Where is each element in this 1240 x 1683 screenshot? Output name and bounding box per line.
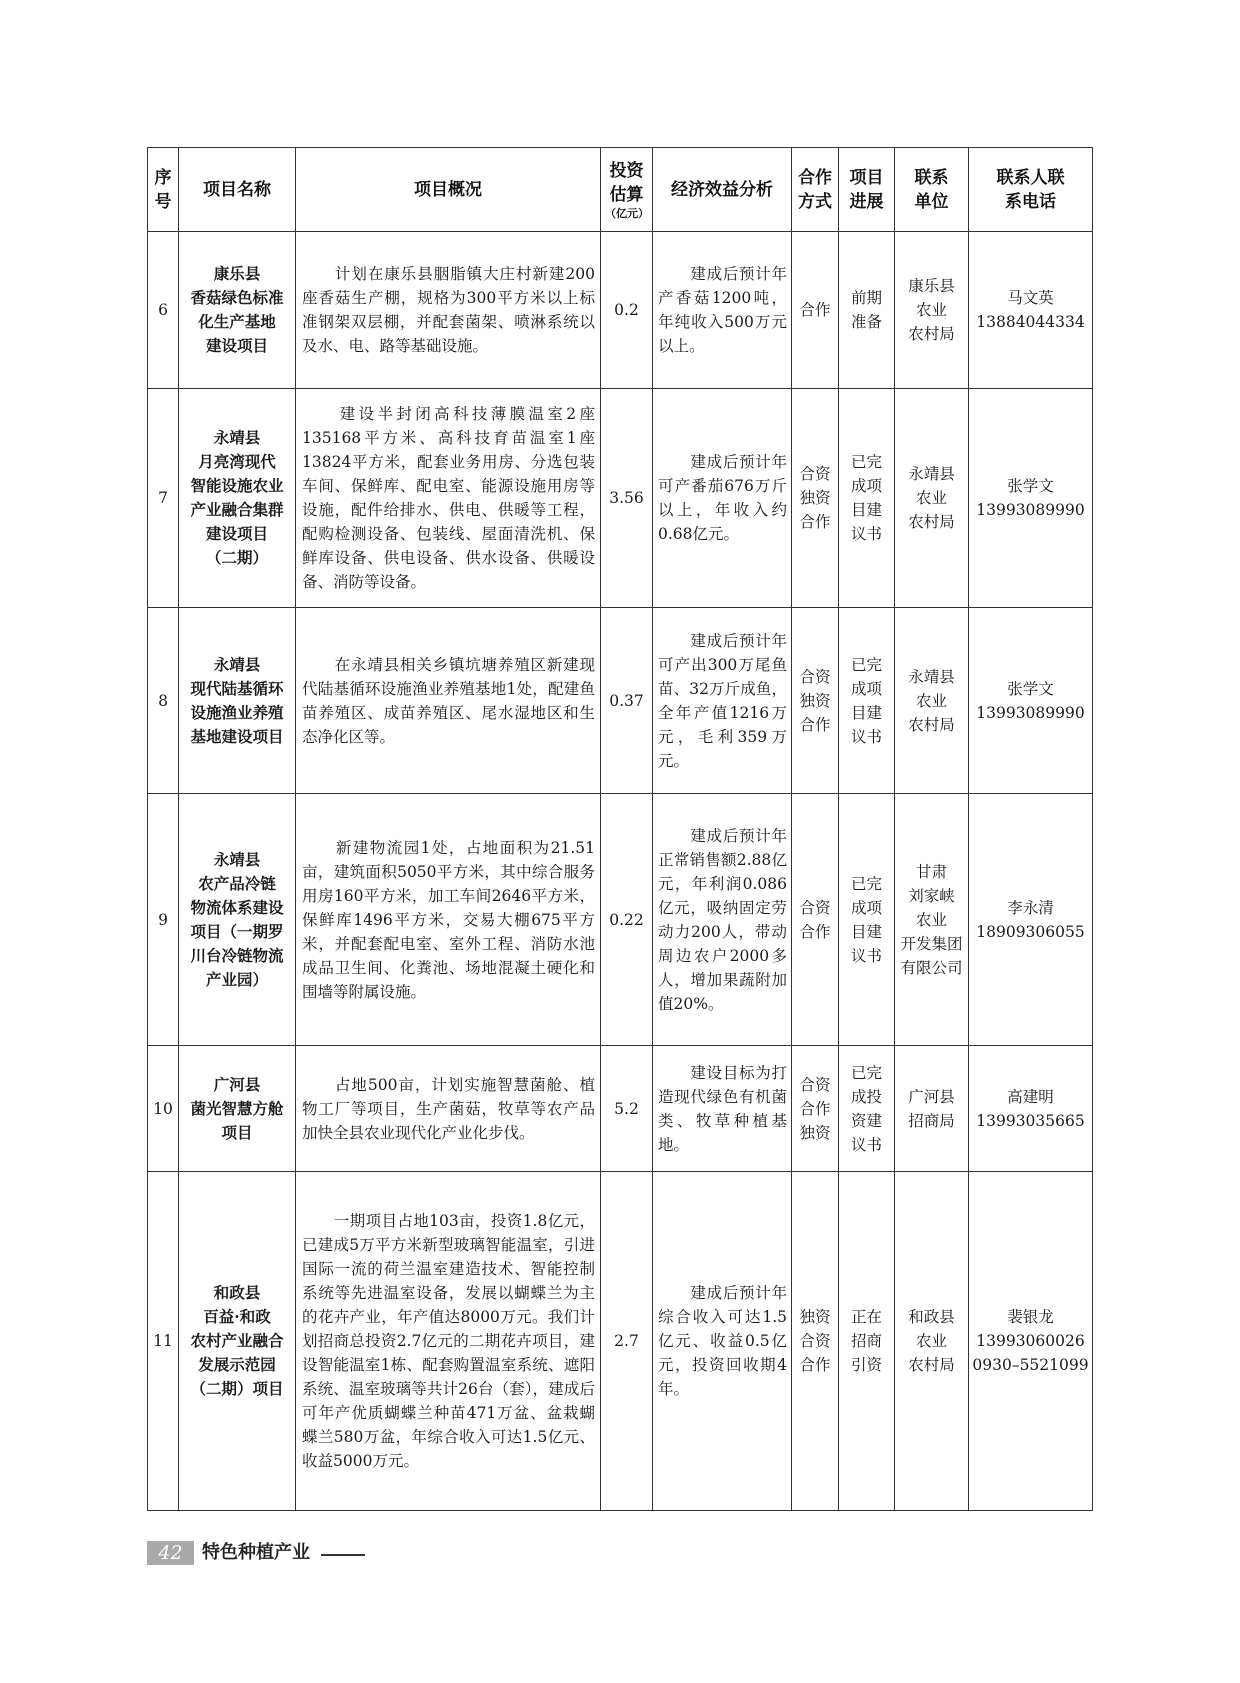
contact-line: 13993089990 xyxy=(976,703,1085,722)
project-name-line: 和政县 xyxy=(213,1283,261,1302)
contact-line: 李永清 xyxy=(1007,898,1054,917)
cell-invest xyxy=(601,1172,653,1511)
cell-contact-unit xyxy=(895,794,969,1046)
benefit-text: 建成后预计年正常销售额2.88亿元，年利润0.086亿元，吸纳固定劳动力200人，带动周边农户2000多人，增加果蔬附加值20%。 xyxy=(658,826,787,1013)
cell-contact-unit xyxy=(895,608,969,794)
benefit-text: 建设目标为打造现代绿色有机菌类、牧草种植基地。 xyxy=(658,1063,787,1154)
project-name-line: 项目 xyxy=(221,1122,253,1142)
unit-line: 农村局 xyxy=(908,325,955,343)
cell-invest xyxy=(601,1046,653,1172)
project-name-line: （二期） xyxy=(205,548,268,567)
cell-invest xyxy=(601,608,653,794)
table-row xyxy=(148,608,1093,794)
cell-cooperation-mode xyxy=(792,389,839,608)
table-row xyxy=(148,1046,1093,1172)
progress-line: 目建 xyxy=(850,703,882,722)
project-name-line: 菌光智慧方舱 xyxy=(190,1098,284,1118)
invest-value: 5.2 xyxy=(614,1099,639,1118)
cell-project-name xyxy=(179,608,296,794)
section-title: 特色种植产业 xyxy=(202,1542,310,1563)
header-progress: 项目进展 xyxy=(839,148,895,232)
table-row xyxy=(148,794,1093,1046)
unit-line: 农村局 xyxy=(908,1356,955,1374)
contact-line: 马文英 xyxy=(1007,289,1054,307)
section-title-dash xyxy=(321,1554,365,1556)
cell-benefit xyxy=(653,608,792,794)
project-name-line: 广河县 xyxy=(213,1074,261,1094)
project-name-line: （二期）项目 xyxy=(190,1379,284,1398)
mode-line: 独资 xyxy=(799,691,831,710)
project-name-line: 永靖县 xyxy=(213,654,261,674)
contact-line: 13993035665 xyxy=(976,1111,1085,1130)
unit-line: 刘家峡 xyxy=(908,886,955,905)
cell-seq xyxy=(148,794,179,1046)
seq-text: 6 xyxy=(158,301,168,319)
table-row xyxy=(148,232,1093,389)
project-name-line: 香菇绿色标准 xyxy=(190,288,284,307)
project-name-line: 物流体系建设 xyxy=(190,897,284,917)
project-name-line: 康乐县 xyxy=(213,264,261,283)
progress-line: 已完 xyxy=(850,655,882,674)
cell-cooperation-mode xyxy=(792,1172,839,1511)
mode-line: 合作 xyxy=(799,1099,831,1118)
overview-text: 占地500亩，计划实施智慧菌舱、植物工厂等项目，生产菌菇，牧草等农产品加快全县农业现代化产业化步伐。 xyxy=(302,1075,595,1142)
cell-project-name xyxy=(179,389,296,608)
seq-text: 9 xyxy=(158,910,168,929)
cell-contact xyxy=(969,1046,1093,1172)
cell-contact-unit xyxy=(895,389,969,608)
progress-line: 已完 xyxy=(850,874,882,893)
cell-overview xyxy=(296,1172,601,1511)
cell-contact xyxy=(969,389,1093,608)
benefit-text: 建成后预计年产香菇1200吨，年纯收入500万元以上。 xyxy=(658,265,787,355)
mode-line: 合资 xyxy=(799,898,831,917)
invest-value: 2.7 xyxy=(614,1332,639,1350)
cell-project-name xyxy=(179,232,296,389)
benefit-text: 建成后预计年可产番茄676万斤以上，年收入约0.68亿元。 xyxy=(658,453,787,543)
progress-line: 准备 xyxy=(850,313,882,331)
unit-line: 开发集团 xyxy=(900,934,963,953)
unit-line: 农业 xyxy=(915,910,947,929)
mode-line: 合资 xyxy=(799,465,831,483)
project-name-line: 智能设施农业 xyxy=(190,476,284,495)
contact-line: 13993089990 xyxy=(976,501,1085,519)
unit-line: 和政县 xyxy=(908,1308,955,1326)
table-row xyxy=(148,1172,1093,1511)
header-benefit: 经济效益分析 xyxy=(653,148,792,232)
cell-cooperation-mode xyxy=(792,1046,839,1172)
cell-invest xyxy=(601,232,653,389)
header-name: 项目名称 xyxy=(179,148,296,232)
cell-overview xyxy=(296,232,601,389)
unit-line: 有限公司 xyxy=(900,958,963,977)
cell-cooperation-mode xyxy=(792,608,839,794)
mode-line: 合作 xyxy=(799,513,831,531)
progress-line: 资建 xyxy=(850,1111,882,1130)
cell-seq xyxy=(148,1172,179,1511)
progress-line: 成项 xyxy=(850,477,882,495)
cell-project-name xyxy=(179,794,296,1046)
mode-line: 独资 xyxy=(799,1308,831,1326)
cell-benefit xyxy=(653,794,792,1046)
mode-line: 合资 xyxy=(799,667,831,686)
progress-line: 议书 xyxy=(850,525,882,543)
cell-invest xyxy=(601,389,653,608)
cell-seq xyxy=(148,232,179,389)
cell-project-name xyxy=(179,1172,296,1511)
header-invest-unit: （亿元） xyxy=(605,206,649,220)
unit-line: 农业 xyxy=(915,1332,947,1350)
progress-line: 议书 xyxy=(850,727,882,746)
header-seq: 序号 xyxy=(148,148,179,232)
cell-benefit xyxy=(653,232,792,389)
mode-line: 合作 xyxy=(799,301,831,319)
mode-line: 独资 xyxy=(799,489,831,507)
cell-overview xyxy=(296,389,601,608)
cell-contact-unit xyxy=(895,1172,969,1511)
overview-text: 一期项目占地103亩，投资1.8亿元，已建成5万平方米新型玻璃智能温室，引进国际一流的荷兰温室建造技术、智能控制系统等先进温室设备，发展以蝴蝶兰为主的花卉产业，年产值达8000万元。我们计划招商总投资2.7亿元的二期花卉项目，建设智能温室1栋、配套购置温室系统、遮阳系统、温室玻璃等共计26台（套），建成后可年产优质蝴蝶兰种苗471万盆、盆栽蝴蝶兰580万盆，年综合收入可达1.5亿元、收益5000万元。 xyxy=(302,1212,595,1470)
contact-line: 13993060026 xyxy=(976,1332,1085,1350)
cell-contact-unit xyxy=(895,1046,969,1172)
unit-line: 农业 xyxy=(915,489,947,507)
progress-line: 目建 xyxy=(850,922,882,941)
seq-text: 10 xyxy=(153,1099,173,1118)
cell-benefit xyxy=(653,1172,792,1511)
mode-line: 独资 xyxy=(799,1123,831,1142)
cell-contact-unit xyxy=(895,232,969,389)
header-unit: 联系单位 xyxy=(895,148,969,232)
table-header-row xyxy=(148,148,1093,232)
cell-benefit xyxy=(653,1046,792,1172)
unit-line: 康乐县 xyxy=(908,277,955,295)
cell-contact xyxy=(969,232,1093,389)
cell-seq xyxy=(148,389,179,608)
cell-seq xyxy=(148,1046,179,1172)
cell-progress xyxy=(839,608,895,794)
cell-progress xyxy=(839,1046,895,1172)
contact-line: 张学文 xyxy=(1007,679,1054,698)
progress-line: 议书 xyxy=(850,1135,882,1154)
contact-line: 张学文 xyxy=(1007,477,1054,495)
header-invest: 投资估算 （亿元） xyxy=(601,148,653,232)
overview-text: 计划在康乐县胭脂镇大庄村新建200座香菇生产棚，规格为300平方米以上标准钢架双层棚，并配套菌架、喷淋系统以及水、电、路等基础设施。 xyxy=(302,265,595,355)
cell-seq xyxy=(148,608,179,794)
contact-line: 高建明 xyxy=(1007,1087,1054,1106)
project-name-line: 月亮湾现代 xyxy=(198,452,276,471)
invest-value: 0.22 xyxy=(609,910,644,929)
header-mode: 合作方式 xyxy=(792,148,839,232)
unit-line: 永靖县 xyxy=(908,465,955,483)
progress-line: 成投 xyxy=(850,1087,882,1106)
overview-text: 建设半封闭高科技薄膜温室2座135168平方米、高科技育苗温室1座13824平方米，配套业务用房、分选包装车间、保鲜库、配电室、能源设施用房等设施，配件给排水、供电、供暖等工程，配购检测设备、包装线、屋面清洗机、保鲜库设备、供电设备、供水设备、供暖设备、消防等设备。 xyxy=(302,405,595,591)
invest-value: 0.2 xyxy=(614,301,639,319)
overview-text: 在永靖县相关乡镇坑塘养殖区新建现代陆基循环设施渔业养殖基地1处，配建鱼苗养殖区、成苗养殖区、尾水湿地区和生态净化区等。 xyxy=(302,655,595,746)
page-number: 42 xyxy=(147,1541,194,1565)
mode-line: 合资 xyxy=(799,1075,831,1094)
header-overview: 项目概况 xyxy=(296,148,601,232)
cell-contact xyxy=(969,794,1093,1046)
progress-line: 目建 xyxy=(850,501,882,519)
project-name-line: 基地建设项目 xyxy=(190,726,284,746)
unit-line: 甘肃 xyxy=(915,862,947,881)
mode-line: 合作 xyxy=(799,922,831,941)
cell-progress xyxy=(839,232,895,389)
project-name-line: 发展示范园 xyxy=(198,1355,276,1374)
cell-progress xyxy=(839,389,895,608)
unit-line: 农村局 xyxy=(908,715,955,734)
project-name-line: 产业园） xyxy=(205,969,268,989)
seq-text: 8 xyxy=(158,691,168,710)
mode-line: 合作 xyxy=(799,715,831,734)
unit-line: 招商局 xyxy=(908,1111,955,1130)
progress-line: 引资 xyxy=(850,1356,882,1374)
invest-value: 3.56 xyxy=(609,489,644,507)
cell-progress xyxy=(839,794,895,1046)
cell-contact xyxy=(969,608,1093,794)
progress-line: 已完 xyxy=(850,453,882,471)
project-name-line: 化生产基地 xyxy=(198,312,276,331)
mode-line: 合作 xyxy=(799,1356,831,1374)
contact-line: 18909306055 xyxy=(976,922,1085,941)
unit-line: 农业 xyxy=(915,691,947,710)
project-name-line: 项目（一期罗 xyxy=(190,921,284,941)
progress-line: 招商 xyxy=(850,1332,882,1350)
cell-cooperation-mode xyxy=(792,794,839,1046)
project-name-line: 百益·和政 xyxy=(203,1307,271,1326)
seq-text: 11 xyxy=(153,1332,173,1350)
seq-text: 7 xyxy=(158,489,168,507)
unit-line: 永靖县 xyxy=(908,667,955,686)
project-name-line: 设施渔业养殖 xyxy=(190,702,284,722)
cell-project-name xyxy=(179,1046,296,1172)
cell-contact xyxy=(969,1172,1093,1511)
progress-line: 成项 xyxy=(850,898,882,917)
cell-progress xyxy=(839,1172,895,1511)
contact-line: 裴银龙 xyxy=(1007,1308,1054,1326)
project-table xyxy=(147,147,1093,1511)
cell-overview xyxy=(296,608,601,794)
project-name-line: 永靖县 xyxy=(213,428,261,447)
unit-line: 农业 xyxy=(915,301,947,319)
contact-line: 0930–5521099 xyxy=(972,1356,1089,1374)
cell-overview xyxy=(296,1046,601,1172)
progress-line: 成项 xyxy=(850,679,882,698)
benefit-text: 建成后预计年综合收入可达1.5亿元、收益0.5亿元，投资回收期4年。 xyxy=(658,1284,787,1398)
project-name-line: 川台冷链物流 xyxy=(190,945,284,965)
project-name-line: 永靖县 xyxy=(213,849,261,869)
benefit-text: 建成后预计年可产出300万尾鱼苗、32万斤成鱼，全年产值1216万元，毛利359万元。 xyxy=(658,631,787,770)
invest-value: 0.37 xyxy=(609,691,644,710)
project-name-line: 建设项目 xyxy=(205,524,268,543)
project-name-line: 农村产业融合 xyxy=(190,1331,284,1350)
unit-line: 农村局 xyxy=(908,513,955,531)
contact-line: 13884044334 xyxy=(976,313,1085,331)
cell-benefit xyxy=(653,389,792,608)
table-row xyxy=(148,389,1093,608)
progress-line: 前期 xyxy=(850,289,882,307)
cell-overview xyxy=(296,794,601,1046)
overview-text: 新建物流园1处，占地面积为21.51亩，建筑面积5050平方米，其中综合服务用房160平方米，加工车间2646平方米，保鲜库1496平方米，交易大棚675平方米，并配套配电室、室外工程、消防水池成品卫生间、化粪池、场地混凝土硬化和围墙等附属设施。 xyxy=(302,838,595,1001)
progress-line: 已完 xyxy=(850,1063,882,1082)
cell-invest xyxy=(601,794,653,1046)
progress-line: 正在 xyxy=(850,1308,882,1326)
table-body xyxy=(148,232,1093,1511)
project-name-line: 现代陆基循环 xyxy=(190,678,284,698)
header-contact: 联系人联系电话 xyxy=(969,148,1093,232)
project-name-line: 产业融合集群 xyxy=(190,500,284,519)
unit-line: 广河县 xyxy=(908,1087,955,1106)
cell-cooperation-mode xyxy=(792,232,839,389)
project-name-line: 建设项目 xyxy=(205,336,268,355)
mode-line: 合资 xyxy=(799,1332,831,1350)
progress-line: 议书 xyxy=(850,946,882,965)
project-name-line: 农产品冷链 xyxy=(198,873,276,893)
